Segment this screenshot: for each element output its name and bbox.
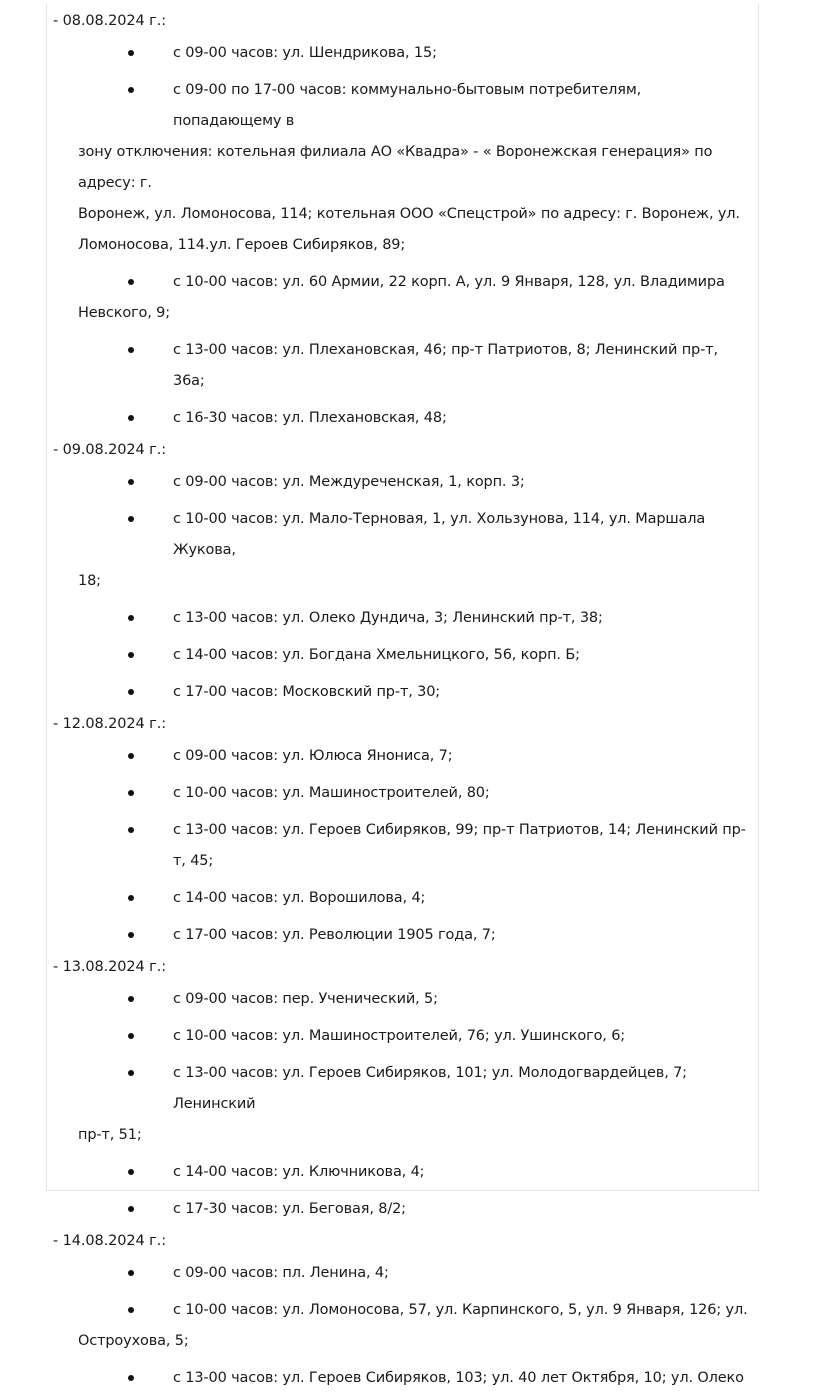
day-date: - 14.08.2024 г.: <box>53 1233 166 1249</box>
list-item <box>53 335 753 397</box>
list-item-text: с 10-00 часов: ул. Машиностроителей, 76; ул. Ушинского, 6; <box>173 1028 626 1044</box>
list-item <box>53 677 753 708</box>
bullet-icon <box>128 996 134 1002</box>
list-item-text: с 09-00 часов: ул. Междуреченская, 1, корп. 3; <box>173 474 525 490</box>
day-block <box>53 11 753 434</box>
list-item <box>53 504 753 597</box>
list-item-text: с 17-00 часов: Московский пр-т, 30; <box>173 684 441 700</box>
bullet-icon <box>128 279 134 285</box>
day-block <box>53 714 753 951</box>
bullet-icon <box>128 790 134 796</box>
list-item-text: с 17-00 часов: ул. Революции 1905 года, 7; <box>173 927 496 943</box>
list-item <box>53 1058 753 1151</box>
bullet-icon <box>128 1033 134 1039</box>
list-item-text: с 09-00 часов: ул. Шендрикова, 15; <box>173 45 437 61</box>
bullet-icon <box>128 1270 134 1276</box>
bullet-icon <box>128 479 134 485</box>
list-item <box>53 467 753 498</box>
list-item-text: Ломоносова, 114.ул. Героев Сибиряков, 89; <box>78 237 406 253</box>
day-date: - 08.08.2024 г.: <box>53 13 166 29</box>
bullet-icon <box>128 615 134 621</box>
bullet-icon <box>128 516 134 522</box>
list-item <box>53 883 753 914</box>
bullet-icon <box>128 689 134 695</box>
list-item <box>53 1157 753 1188</box>
list-item <box>53 403 753 434</box>
bullet-icon <box>128 827 134 833</box>
bullet-icon <box>128 1375 134 1381</box>
day-date: - 09.08.2024 г.: <box>53 442 166 458</box>
list-item <box>53 1258 753 1289</box>
list-item-text: зону отключения: котельная филиала АО «Квадра» - « Воронежская генерация» по адресу: г. <box>78 144 713 191</box>
list-item-text: Невского, 9; <box>78 305 170 321</box>
list-item-text: Остроухова, 5; <box>78 1333 189 1349</box>
list-item-text: с 13-00 часов: ул. Героев Сибиряков, 101; ул. Молодогвардейцев, 7; Ленинский <box>173 1065 687 1112</box>
list-item-text: с 09-00 часов: пер. Ученический, 5; <box>173 991 438 1007</box>
list-item <box>53 778 753 809</box>
bullet-icon <box>128 415 134 421</box>
list-item <box>53 815 753 877</box>
day-date: - 13.08.2024 г.: <box>53 959 166 975</box>
bullet-icon <box>128 1307 134 1313</box>
list-item-text: с 09-00 часов: пл. Ленина, 4; <box>173 1265 389 1281</box>
bullet-icon <box>128 50 134 56</box>
list-item <box>53 1363 753 1394</box>
bullet-icon <box>128 347 134 353</box>
list-item-text: с 09-00 по 17-00 часов: коммунально-бытовым потребителям, попадающему в <box>173 82 642 129</box>
list-item <box>53 75 753 261</box>
list-item-text: с 13-00 часов: ул. Плехановская, 46; пр-т Патриотов, 8; Ленинский пр-т, 36а; <box>173 342 718 389</box>
bullet-icon <box>128 652 134 658</box>
list-item-text: с 14-00 часов: ул. Ворошилова, 4; <box>173 890 426 906</box>
outage-schedule <box>53 11 753 1400</box>
list-item <box>53 1295 753 1357</box>
bullet-icon <box>128 895 134 901</box>
list-item-text: с 14-00 часов: ул. Ключникова, 4; <box>173 1164 425 1180</box>
list-item <box>53 38 753 69</box>
bullet-icon <box>128 753 134 759</box>
list-item <box>53 1021 753 1052</box>
list-item <box>53 603 753 634</box>
bullet-icon <box>128 1206 134 1212</box>
day-block <box>53 440 753 708</box>
list-item <box>53 984 753 1015</box>
day-block <box>53 957 753 1225</box>
list-item-text: с 17-30 часов: ул. Беговая, 8/2; <box>173 1201 406 1217</box>
bullet-icon <box>128 932 134 938</box>
list-item-text: с 13-00 часов: ул. Олеко Дундича, 3; Ленинский пр-т, 38; <box>173 610 603 626</box>
list-item-text: с 10-00 часов: ул. Машиностроителей, 80; <box>173 785 490 801</box>
list-item-text: 18; <box>78 573 101 589</box>
list-item <box>53 267 753 329</box>
list-item-text: с 16-30 часов: ул. Плехановская, 48; <box>173 410 447 426</box>
list-item-text: с 10-00 часов: ул. Ломоносова, 57, ул. Карпинского, 5, ул. 9 Января, 126; ул. <box>173 1302 748 1318</box>
list-item-text: с 13-00 часов: ул. Героев Сибиряков, 103; ул. 40 лет Октября, 10; ул. Олеко <box>173 1370 744 1386</box>
list-item-text: с 10-00 часов: ул. 60 Армии, 22 корп. А, ул. 9 Января, 128, ул. Владимира <box>173 274 725 290</box>
day-block <box>53 1231 753 1394</box>
list-item-text: с 14-00 часов: ул. Богдана Хмельницкого, 56, корп. Б; <box>173 647 580 663</box>
day-date: - 12.08.2024 г.: <box>53 716 166 732</box>
list-item <box>53 920 753 951</box>
list-item-text: с 13-00 часов: ул. Героев Сибиряков, 99; пр-т Патриотов, 14; Ленинский пр-т, 45; <box>173 822 746 869</box>
list-item-text: Воронеж, ул. Ломоносова, 114; котельная ООО «Спецстрой» по адресу: г. Воронеж, ул. <box>78 206 740 222</box>
bullet-icon <box>128 87 134 93</box>
list-item-text: пр-т, 51; <box>78 1127 142 1143</box>
list-item-text: с 10-00 часов: ул. Мало-Терновая, 1, ул. Хользунова, 114, ул. Маршала Жукова, <box>173 511 706 558</box>
list-item <box>53 741 753 772</box>
bullet-icon <box>128 1070 134 1076</box>
list-item <box>53 640 753 671</box>
bullet-icon <box>128 1169 134 1175</box>
list-item <box>53 1194 753 1225</box>
list-item-text: с 09-00 часов: ул. Юлюса Янониса, 7; <box>173 748 453 764</box>
